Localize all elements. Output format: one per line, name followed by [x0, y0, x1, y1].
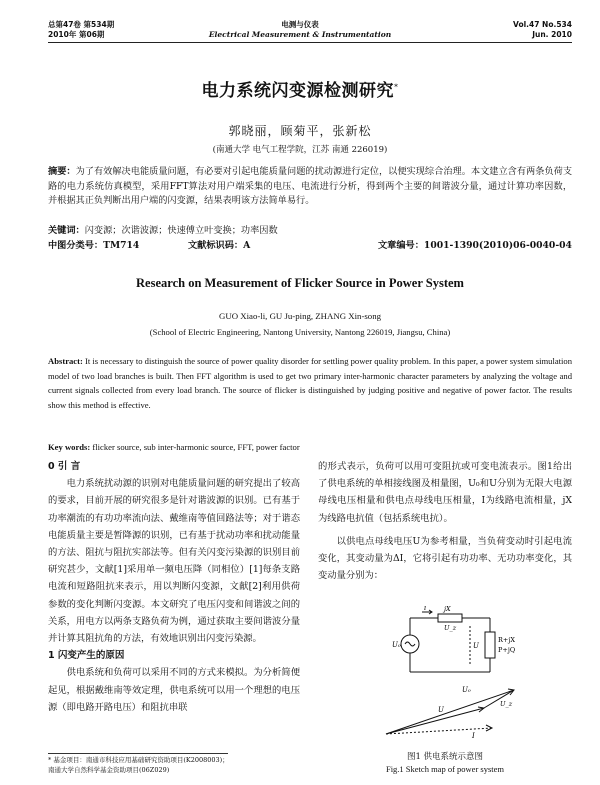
header-center-line2: Electrical Measurement & Instrumentation — [208, 30, 392, 39]
phasor-u — [386, 708, 484, 734]
header-left-line2: 2010年 第06期 — [48, 30, 105, 39]
footnote — [48, 755, 308, 775]
section-0-paragraph: 电力系统扰动源的识别对电能质量问题的研究提出了较高的要求，目前开展的研究很多是针对谐波源的识别。已有基于功率潮流的有功功率流向法、戴维南等值回路法等；对于谐态电能质量主要是暂降源的识别，已有基于扰动功率和扰动能量的方法、阻抗与阻抗实部法等。但有关闪变污染源的识别目前研究甚少，文献[1]采用单一频电压降（同相位）[1]每条支路电流和短路阻抗来表示，用以判断闪变源，文献[2]利用供荷参数的变化判断闪变源。本文研究了电压闪变和间谐波之间的关系，用电方以两条支路负荷为例，通过获取主要间谐波分量并计算其阻抗角的方法，有效地识别出闪变污染源。 — [48, 478, 300, 645]
fig-label-load2: P+jQ — [498, 646, 516, 654]
abstract-cn-label: 摘要： — [48, 166, 76, 177]
abstract-en — [48, 354, 572, 412]
journal-issue-info — [472, 20, 572, 40]
authors-en: GUO Xiao-li, GU Ju-ping, ZHANG Xin-song — [219, 311, 381, 321]
fig-label-load: R+jX — [498, 636, 515, 644]
phasor-label-u0: U₀ — [462, 686, 471, 694]
article-number: 文章编号：1001-1390(2010)06-0040-04 — [378, 240, 572, 251]
fig-label-jx: jX — [444, 606, 451, 613]
header-left-line1: 总第47卷 第534期 — [48, 20, 115, 29]
phasor-label-i: I — [472, 732, 475, 740]
clc-number: 中图分类号：TM714 — [48, 240, 140, 251]
figure-1-caption-en: Fig.1 Sketch map of power system — [385, 764, 505, 774]
keywords-cn-text: 闪变源；次谐波源；快速傅立叶变换；功率因数 — [84, 225, 278, 236]
header-right-line2: Jun. 2010 — [532, 30, 572, 39]
footnote-line2: 南通大学自然科学基金资助项目(06Z029) — [48, 766, 170, 774]
keywords-en — [48, 440, 572, 455]
left-column — [48, 458, 300, 716]
paper-title-en: Research on Measurement of Flicker Source in Power System — [136, 276, 464, 290]
footnote-rule — [48, 753, 228, 754]
fig-label-uz: U_z — [444, 624, 457, 632]
line-impedance-box — [438, 614, 462, 622]
section-1-paragraph: 供电系统和负荷可以采用不同的方式来模拟。为分析简便起见，根据戴维南等效定理，供电系统可以用一个理想的电压源（即电路开路电压）和阻抗串联 — [48, 667, 300, 713]
figure-1-caption-cn: 图1 供电系统示意图 — [406, 752, 484, 762]
source-wave — [405, 642, 415, 646]
keywords-en-label: Key words: — [48, 442, 91, 452]
section-1-heading: 1 闪变产生的原因 — [48, 650, 125, 662]
phasor-label-u: U — [438, 706, 444, 714]
title-footnote-mark: * — [394, 82, 399, 92]
paper-title-cn — [0, 76, 600, 101]
classification-row — [48, 239, 572, 254]
keywords-cn — [48, 224, 572, 239]
journal-name — [200, 20, 400, 40]
phasor-label-uz: U_z — [500, 700, 513, 708]
header-center-line1: 电测与仪表 — [281, 20, 319, 29]
abstract-cn — [48, 165, 572, 209]
affiliation-cn: (南通大学 电气工程学院，江苏 南通 226019) — [212, 145, 388, 155]
document-code: 文献标识码：A — [188, 240, 251, 251]
right-paragraph-a: 的形式表示，负荷可以用可变阻抗或可变电流表示。图1给出了供电系统的单相接线图及相量图，U₀和U分别为无限大电源母线电压相量和供电点母线电压相量，I为线路电流相量，jX为线路电抗值（包括系统电抗）。 — [318, 461, 572, 524]
authors-cn: 郭晓丽，顾菊平，张新松 — [228, 124, 372, 138]
title-cn-text: 电力系统闪变源检测研究 — [201, 81, 394, 101]
phasor-diagram — [386, 689, 514, 734]
fig-label-u0: U₀ — [392, 641, 401, 649]
section-0-heading: 0 引 言 — [48, 461, 81, 472]
load-box — [485, 632, 495, 658]
circuit-schematic — [401, 610, 495, 672]
phasor-u0 — [386, 690, 514, 734]
abstract-en-label: Abstract: — [48, 356, 83, 366]
header-rule — [48, 42, 572, 43]
fig-label-u: U — [473, 642, 479, 650]
header-right-line1: Vol.47 No.534 — [513, 20, 572, 29]
abstract-en-text: It is necessary to distinguish the source of power quality disorder for settling power quality problem. In this paper, a power system simulation model of two load branches is built. Then FFT algorithm is used to get two primary inter-harmonic character parameters by analyzing the voltage and current signals collected from every load branch. The source of flicker is distinguished by judging positive and negative of power factor. The results show this method is effective. — [48, 356, 573, 410]
keywords-en-text: flicker source, sub inter-harmonic source, FFT, power factor — [92, 442, 300, 452]
keywords-cn-label: 关键词： — [48, 225, 85, 236]
journal-volume-info — [48, 20, 114, 40]
footnote-line1: * 基金项目：南通市科技应用基础研究资助项目(K2008003)； — [48, 756, 229, 764]
abstract-cn-text: 为了有效解决电能质量问题，有必要对引起电能质量问题的扰动源进行定位，以便实现综合治理。本文建立含有两条负荷支路的电力系统仿真模型，采用FFT算法对用户端采集的电压、电流进行分析，得到两个主要的间谐波分量，通过计算功率因数，并根据其正负判断出用户端的闪变源，结果表明该方法简单易行。 — [48, 166, 573, 206]
figure-1-diagram — [372, 606, 552, 746]
affiliation-en: (School of Electric Engineering, Nantong University, Nantong 226019, Jiangsu, China) — [149, 327, 451, 337]
fig-label-i: i — [424, 606, 427, 612]
right-column — [318, 458, 572, 584]
right-paragraph-b: 以供电点母线电压U为参考相量，当负荷变动时引起电流变化，其变动量为ΔI，它将引起有功功率、无功功率变化，其变动量分别为： — [318, 535, 572, 582]
